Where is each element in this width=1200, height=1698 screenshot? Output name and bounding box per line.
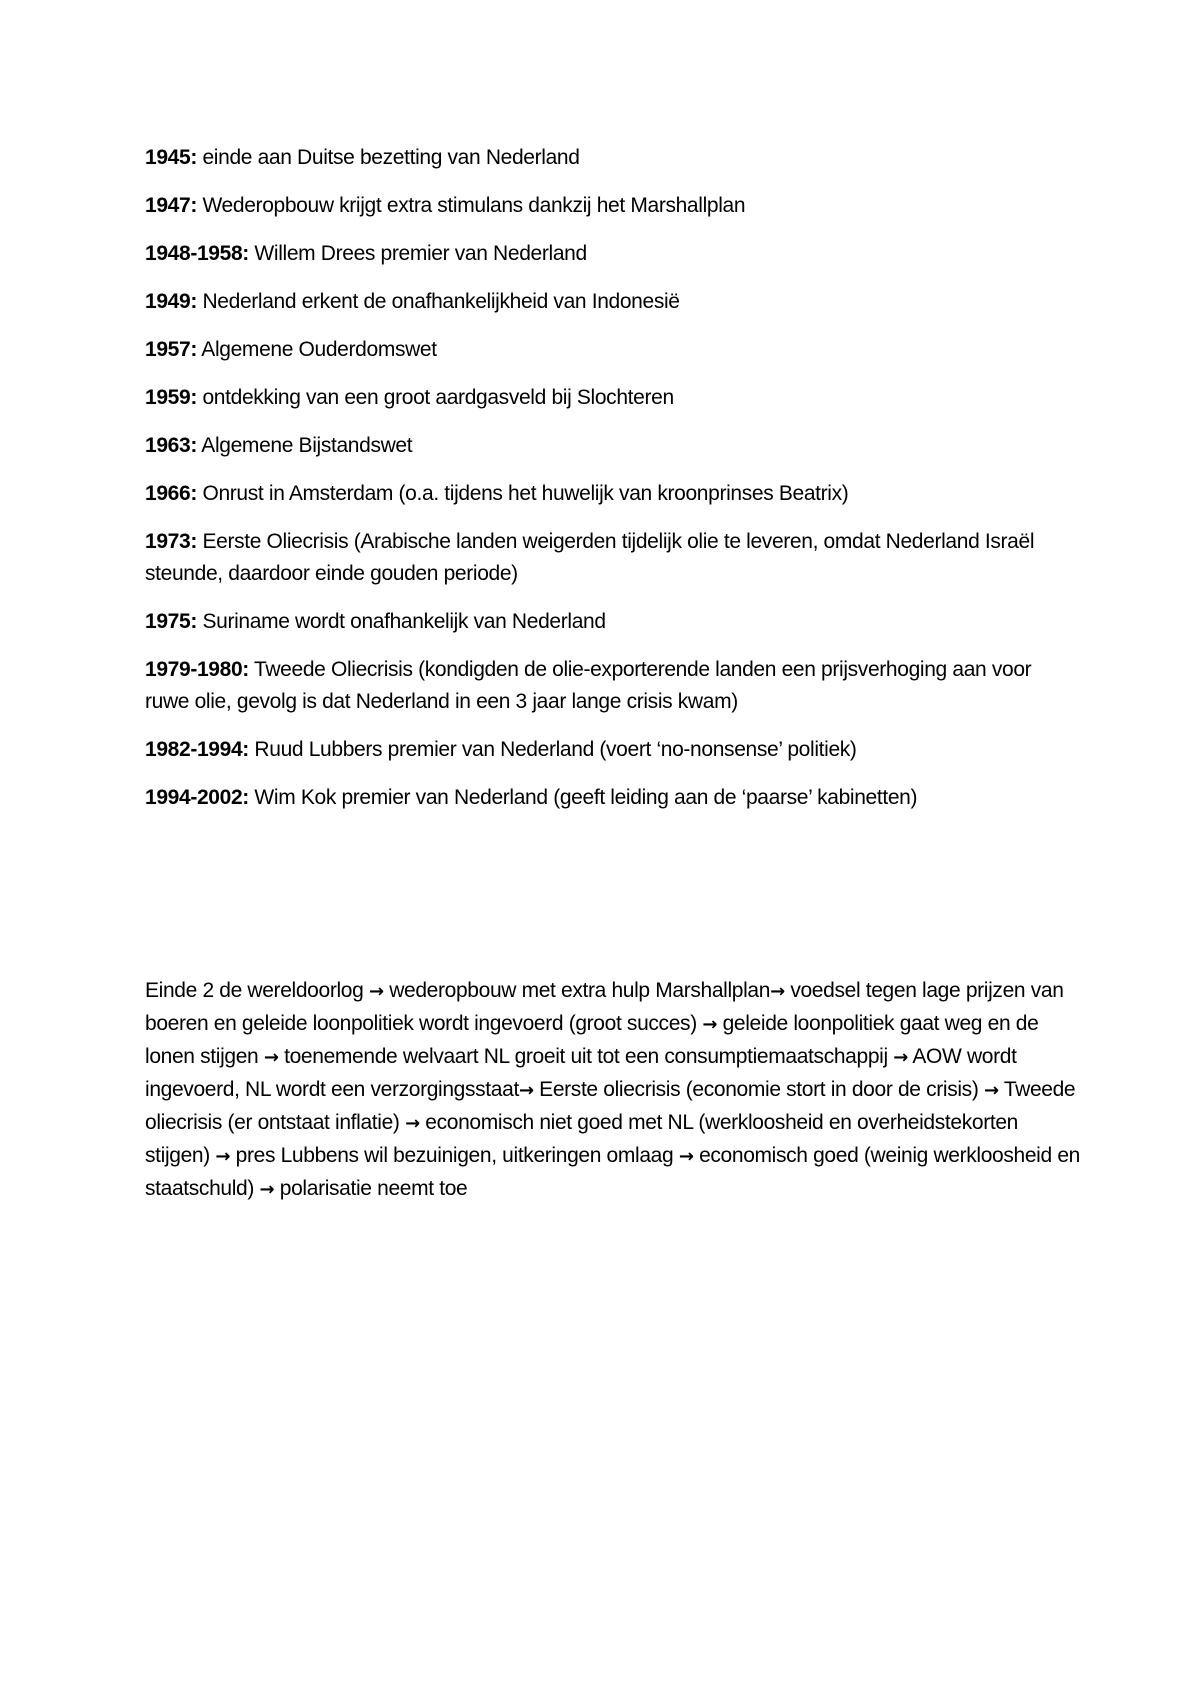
timeline-text: ontdekking van een groot aardgasveld bij Slochteren <box>202 386 674 409</box>
summary-segment: AOW wordt ingevoerd, NL wordt een verzorgingsstaat <box>145 1045 1017 1101</box>
timeline-text: Ruud Lubbers premier van Nederland (voert ‘no-nonsense’ politiek) <box>254 738 857 761</box>
timeline-text: Suriname wordt onafhankelijk van Nederland <box>202 610 606 633</box>
timeline-text: Algemene Ouderdomswet <box>201 338 437 361</box>
arrow-icon: → <box>983 1080 999 1101</box>
timeline-entry <box>145 142 1075 174</box>
summary-segment: wederopbouw met extra hulp Marshallplan <box>389 979 771 1002</box>
timeline-year: 1947: <box>145 194 197 217</box>
summary-paragraph <box>145 975 1085 1206</box>
timeline-text: Willem Drees premier van Nederland <box>254 242 587 265</box>
timeline-text: Wederopbouw krijgt extra stimulans dankzij het Marshallplan <box>202 194 746 217</box>
summary-segment: economisch goed (weinig werkloosheid en staatschuld) <box>145 1144 1080 1200</box>
timeline-entry <box>145 190 1075 222</box>
timeline-entry <box>145 478 1075 510</box>
summary-segment: Eerste oliecrisis (economie stort in door de crisis) <box>539 1078 979 1101</box>
arrow-icon: → <box>405 1113 420 1134</box>
timeline-text: einde aan Duitse bezetting van Nederland <box>202 146 580 169</box>
timeline-year: 1948-1958: <box>145 242 249 265</box>
timeline-text: Wim Kok premier van Nederland (geeft leiding aan de ‘paarse’ kabinetten) <box>254 786 918 809</box>
timeline-entry <box>145 606 1075 638</box>
timeline-year: 1982-1994: <box>145 738 249 761</box>
timeline-text: Nederland erkent de onafhankelijkheid van Indonesië <box>202 290 680 313</box>
timeline-year: 1975: <box>145 610 197 633</box>
summary-segment: pres Lubbens wil bezuinigen, uitkeringen omlaag <box>235 1144 674 1167</box>
timeline-entry <box>145 382 1075 414</box>
summary-segment: toenemende welvaart NL groeit uit tot een consumptiemaatschappij <box>284 1045 888 1068</box>
timeline-year: 1973: <box>145 530 197 553</box>
arrow-icon: → <box>678 1146 694 1167</box>
timeline-year: 1963: <box>145 434 197 457</box>
timeline-year: 1966: <box>145 482 197 505</box>
timeline-text: Tweede Oliecrisis (kondigden de olie-exporterende landen een prijsverhoging aan voor ruwe olie, gevolg is dat Nederland in een 3 jaar lange crisis kwam) <box>145 658 1032 713</box>
timeline-year: 1959: <box>145 386 197 409</box>
timeline-text: Onrust in Amsterdam (o.a. tijdens het huwelijk van kroonprinses Beatrix) <box>202 482 849 505</box>
timeline-text: Algemene Bijstandswet <box>201 434 413 457</box>
arrow-icon: → <box>259 1179 275 1200</box>
arrow-icon: → <box>215 1146 231 1167</box>
timeline-year: 1957: <box>145 338 197 361</box>
timeline-entry <box>145 782 1075 814</box>
arrow-icon: → <box>770 981 785 1002</box>
timeline-entry <box>145 734 1075 766</box>
timeline-entry <box>145 430 1075 462</box>
timeline-entry <box>145 654 1075 718</box>
timeline-entry <box>145 526 1075 590</box>
timeline-year: 1994-2002: <box>145 786 249 809</box>
timeline-text: Eerste Oliecrisis (Arabische landen weigerden tijdelijk olie te leveren, omdat Nederland Israël steunde, daardoor einde gouden periode) <box>145 530 1035 585</box>
summary-segment: economisch niet goed met NL (werkloosheid en overheidstekorten stijgen) <box>145 1111 1018 1167</box>
timeline-year: 1979-1980: <box>145 658 249 681</box>
timeline-year: 1945: <box>145 146 197 169</box>
timeline-year: 1949: <box>145 290 197 313</box>
arrow-icon: → <box>368 981 384 1002</box>
summary-segment: Tweede oliecrisis (er ontstaat inflatie) <box>145 1078 1076 1134</box>
arrow-icon: → <box>893 1047 909 1068</box>
summary-segment: voedsel tegen lage prijzen van boeren en geleide loonpolitiek wordt ingevoerd (groot succes) <box>145 979 1064 1035</box>
summary-segment: Einde 2 de wereldoorlog <box>145 979 364 1002</box>
summary-segment: polarisatie neemt toe <box>279 1177 468 1200</box>
arrow-icon: → <box>263 1047 279 1068</box>
timeline-entry <box>145 238 1075 270</box>
timeline-entry <box>145 286 1075 318</box>
arrow-icon: → <box>702 1014 718 1035</box>
summary-segment: geleide loonpolitiek gaat weg en de lonen stijgen <box>145 1012 1039 1068</box>
timeline-list <box>145 142 1075 830</box>
arrow-icon: → <box>518 1080 534 1101</box>
timeline-entry <box>145 334 1075 366</box>
